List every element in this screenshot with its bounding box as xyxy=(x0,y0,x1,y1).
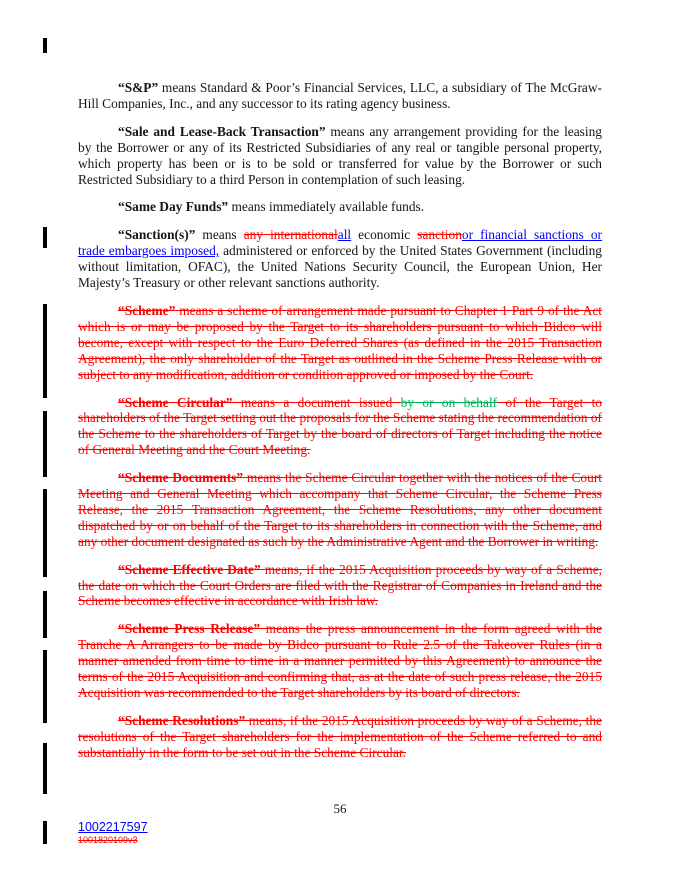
text-run-del-bold: “Scheme Documents” xyxy=(118,470,244,486)
text-run-normal: administered or enforced by the United States Government (including without limitation, OFAC), the United Nations Security Council, the European Union, Her Majesty’s Treasury or other relevant sanctions authority. xyxy=(78,243,602,291)
definition-scheme xyxy=(78,303,602,383)
text-run-del: of the Target to shareholders of the Target setting out the proposals for the Scheme stating the recommendation of the Scheme to the shareholders of Target by the board of directors of Target including the notice of General Meeting and the Court Meeting. xyxy=(78,394,603,458)
text-run-del: means the Scheme Circular together with the notices of the Court Meeting and General Meeting which accompany that Scheme Circular, the Scheme Press Release, the 2015 Transaction Agreement, the Scheme Resolutions, any other document dispatched by or on behalf of the Target to its shareholders in connection with the Scheme, and any other document designated as such by the Administrative Agent and the Borrower in writing. xyxy=(78,470,602,549)
text-run-ins: all xyxy=(337,227,352,243)
definition-s-and-p xyxy=(78,80,602,112)
change-bar xyxy=(43,411,47,477)
footer xyxy=(78,820,148,845)
definition-scheme-documents xyxy=(78,470,602,550)
text-run-ins: or financial sanctions or trade embargoes imposed, xyxy=(78,227,603,259)
definition-scheme-circular xyxy=(78,395,602,459)
text-run-del: sanction xyxy=(417,227,462,243)
definition-scheme-effective-date xyxy=(78,562,602,610)
text-run-del: any international xyxy=(243,227,338,243)
text-run-bold: “Sanction(s)” xyxy=(118,227,196,243)
change-bar xyxy=(43,304,47,398)
doc-id-link[interactable]: 1002217597 xyxy=(78,820,148,834)
definition-scheme-resolutions xyxy=(78,713,602,761)
change-bar xyxy=(43,227,47,248)
text-run-del: means a scheme of arrangement made pursuant to Chapter 1 Part 9 of the Act which is or may be proposed by the Target to its shareholders pursuant to which Bidco will become, except with respect to the Euro Deferred Shares (as defined in the 2015 Transaction Agreement), the only shareholder of the Target as outlined in the Scheme Press Release with or subject to any modification, addition or condition approved or imposed by the Court. xyxy=(78,302,602,382)
page-number: 56 xyxy=(333,801,347,816)
change-bar xyxy=(43,821,47,844)
text-run-del: means a document issued xyxy=(232,394,401,410)
text-run-del: means the press announcement in the form agreed with the Tranche A Arrangers to be made by Bidco pursuant to Rule 2.5 of the Takeover Rules (in a manner amended from time to time in a manner permitted by this Agreement) to announce the terms of the 2015 Acquisition and confirming that, as at the date of such press release, the 2015 Acquisition was recommended to the Target shareholders by its board of directors. xyxy=(78,621,603,700)
text-run-del-bold: “Scheme Effective Date” xyxy=(118,561,261,577)
text-run-del-bold: “Scheme” xyxy=(118,302,176,318)
text-run-del: means, if the 2015 Acquisition proceeds by way of a Scheme, the date on which the Court Orders are filed with the Registrar of Companies in Ireland and the Scheme becomes effective in accordance with Irish law. xyxy=(78,561,602,609)
change-bar xyxy=(43,650,47,723)
doc-id-deleted: 1001820109v3 xyxy=(78,835,138,845)
text-run-normal: means immediately available funds. xyxy=(228,199,425,215)
text-run-bold: “Same Day Funds” xyxy=(118,199,229,215)
change-bar xyxy=(43,591,47,638)
definition-sale-and-lease-back-transaction xyxy=(78,124,602,188)
text-run-normal: means xyxy=(195,227,244,243)
change-bar xyxy=(43,489,47,577)
document-body xyxy=(78,80,602,773)
text-run-del-bold: “Scheme Circular” xyxy=(118,394,233,410)
text-run-del-bold: “Scheme Press Release” xyxy=(118,621,261,637)
text-run-del: means, if the 2015 Acquisition proceeds by way of a Scheme, the resolutions of the Target shareholders for the implementation of the Scheme referred to and substantially in the form to be set out in the Scheme Circular. xyxy=(78,712,602,760)
change-bar xyxy=(43,38,47,53)
text-run-bold: “Sale and Lease-Back Transaction” xyxy=(118,123,326,139)
definition-same-day-funds xyxy=(78,199,602,215)
text-run-normal: economic xyxy=(351,227,418,243)
definition-scheme-press-release xyxy=(78,621,602,701)
text-run-del-green: by or on behalf xyxy=(400,394,498,410)
text-run-normal: means any arrangement providing for the leasing by the Borrower or any of its Restricted Subsidiaries of any real or tangible personal property, which property has been or is to be sold or transferred for value by the Borrower or such Restricted Subsidiary to a third Person in contemplation of such leasing. xyxy=(78,123,602,187)
change-bar xyxy=(43,743,47,794)
text-run-del-bold: “Scheme Resolutions” xyxy=(118,712,246,728)
definition-sanctions xyxy=(78,227,602,291)
text-run-bold: “S&P” xyxy=(118,80,159,95)
text-run-normal: means Standard & Poor’s Financial Services, LLC, a subsidiary of The McGraw-Hill Companies, Inc., and any successor to its rating agency business. xyxy=(78,80,602,111)
